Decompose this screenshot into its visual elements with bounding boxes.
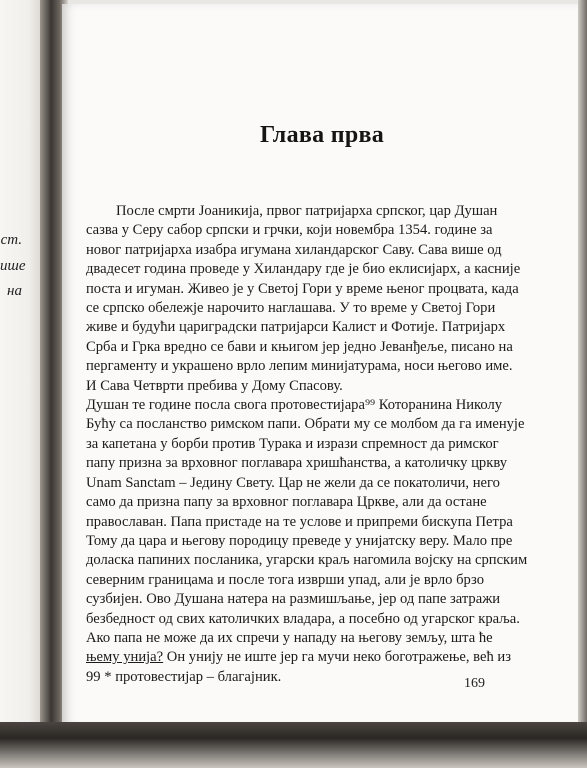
underlined-phrase: њему унија? (86, 649, 164, 666)
text-line: безбедност од свих католичких владара, а посебно од угарског краља. (86, 610, 520, 627)
text-line: сазва у Серу сабор српски и грчки, који новембра 1354. године за (86, 222, 493, 239)
bottom-shadow (0, 722, 587, 768)
text-line: После смрти Јоаникија, првог патријарха српског, цар Душан (116, 203, 498, 219)
page-number: 169 (464, 676, 485, 691)
text-line: Душан те године посла свога протовестијара⁹⁹ Которанина Николу (86, 397, 503, 414)
text-line: И Сава Четврти пребива у Дому Спасову. (86, 377, 343, 394)
text-line: сузбијен. Ово Душана натера на размишљање, јер од папе затражи (86, 591, 501, 608)
text-line: живе и будући цариградски патријарси Калист и Фотије. Патријарх (86, 319, 506, 336)
text-line: двадесет година проведе у Хиландару где је био еклисијарх, а касније (86, 261, 521, 278)
text-line-underlined (86, 648, 511, 667)
text-line: се српско обележје нарочито наглашава. У то време у Светој Гори (86, 300, 496, 317)
text-line: северним границама и после тога изврши упад, али је врло брзо (86, 571, 484, 588)
footnote: 99 * протовестијар – благајник. (86, 668, 282, 685)
text-line: Тому да цара и његову породицу преведе у унијатску веру. Мало пре (86, 532, 513, 549)
text-line: Unam Sanctam – Једину Свету. Цар не жели да се покатоличи, него (86, 474, 500, 491)
text-line: само да призна папу за врховног поглавара Цркве, али да остане (86, 494, 487, 511)
text-line: Ако папа не може да их спречи у нападу на његову земљу, шта ће (86, 629, 493, 646)
body-text (86, 202, 528, 687)
text-line: за капетана у борби против Турака и изрази спремност да римског (86, 435, 499, 452)
text-line: Бућу са посланство римском папи. Обрати му се молбом да га именује (86, 416, 525, 433)
text-line: доласка папиних посланика, угарски краљ нагомила војску на српским (86, 552, 528, 569)
left-fragment: на (7, 283, 22, 299)
text-line: папу призна за врховног поглавара хришћанства, а католичку цркву (86, 455, 508, 472)
text-line: православан. Папа пристаде на те услове и припреми бискупа Петра (86, 513, 513, 530)
left-fragment: ише (0, 257, 26, 274)
text-line: Срба и Грка вредно се бави и књигом јер једно Јеванђеље, писано на (86, 338, 513, 355)
page-edge-shadow (578, 0, 587, 740)
text-line: поста и игуман. Живео је у Светој Гори у време њеног процвата, када (86, 280, 519, 297)
left-fragment: ст. (0, 232, 22, 248)
chapter-title: Глава прва (259, 122, 385, 148)
text-line-rest: Он унију не иште јер га мучи неко боготражење, већ из (163, 649, 511, 666)
text-line: новог патријарха изабра игумана хиландарског Саву. Сава више од (86, 241, 502, 258)
text-line: пергаменту и украшено врло лепим минијатурама, носи његово име. (86, 358, 513, 375)
